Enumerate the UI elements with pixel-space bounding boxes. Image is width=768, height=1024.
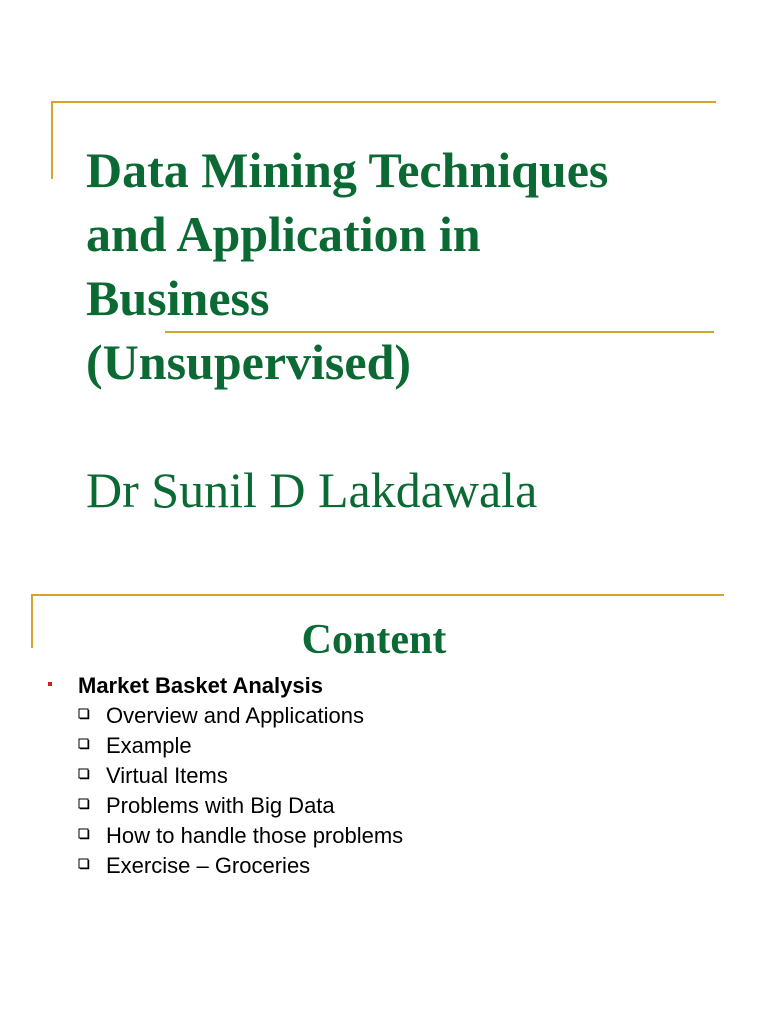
slide-title [86, 138, 726, 394]
sub-list-item-label: How to handle those problems [106, 823, 404, 848]
sub-list-item [78, 791, 403, 821]
title-line-3: Business [86, 270, 270, 326]
content-list [48, 671, 403, 881]
sub-list-item [78, 701, 403, 731]
hollow-square-bullet-icon [78, 798, 90, 810]
hollow-square-bullet-icon [78, 738, 90, 750]
hollow-square-bullet-icon [78, 768, 90, 780]
list-item-label: Market Basket Analysis [78, 673, 323, 698]
slide2-top-rule [31, 594, 724, 596]
sub-list-item [78, 731, 403, 761]
hollow-square-bullet-icon [78, 708, 90, 720]
sub-list-item-label: Example [106, 733, 192, 758]
author-name: Dr Sunil D Lakdawala [86, 462, 538, 518]
sub-list-item-label: Problems with Big Data [106, 793, 335, 818]
sub-list-item [78, 761, 403, 791]
sub-list-item-label: Virtual Items [106, 763, 228, 788]
sub-list-item-label: Exercise – Groceries [106, 853, 311, 878]
title-line-4: (Unsupervised) [86, 334, 412, 390]
title-line-1: Data Mining Techniques [86, 142, 609, 198]
slide1-top-rule [51, 101, 716, 103]
sub-list-item [78, 821, 403, 851]
content-heading: Content [301, 617, 447, 663]
sub-list [78, 701, 403, 881]
hollow-square-bullet-icon [78, 858, 90, 870]
title-line-2: and Application in [86, 206, 481, 262]
sub-list-item-label: Overview and Applications [106, 703, 365, 728]
slide1-left-rule [51, 101, 53, 179]
list-item-market-basket [48, 671, 403, 881]
hollow-square-bullet-icon [78, 828, 90, 840]
square-bullet-icon [48, 682, 52, 686]
sub-list-item [78, 851, 403, 881]
